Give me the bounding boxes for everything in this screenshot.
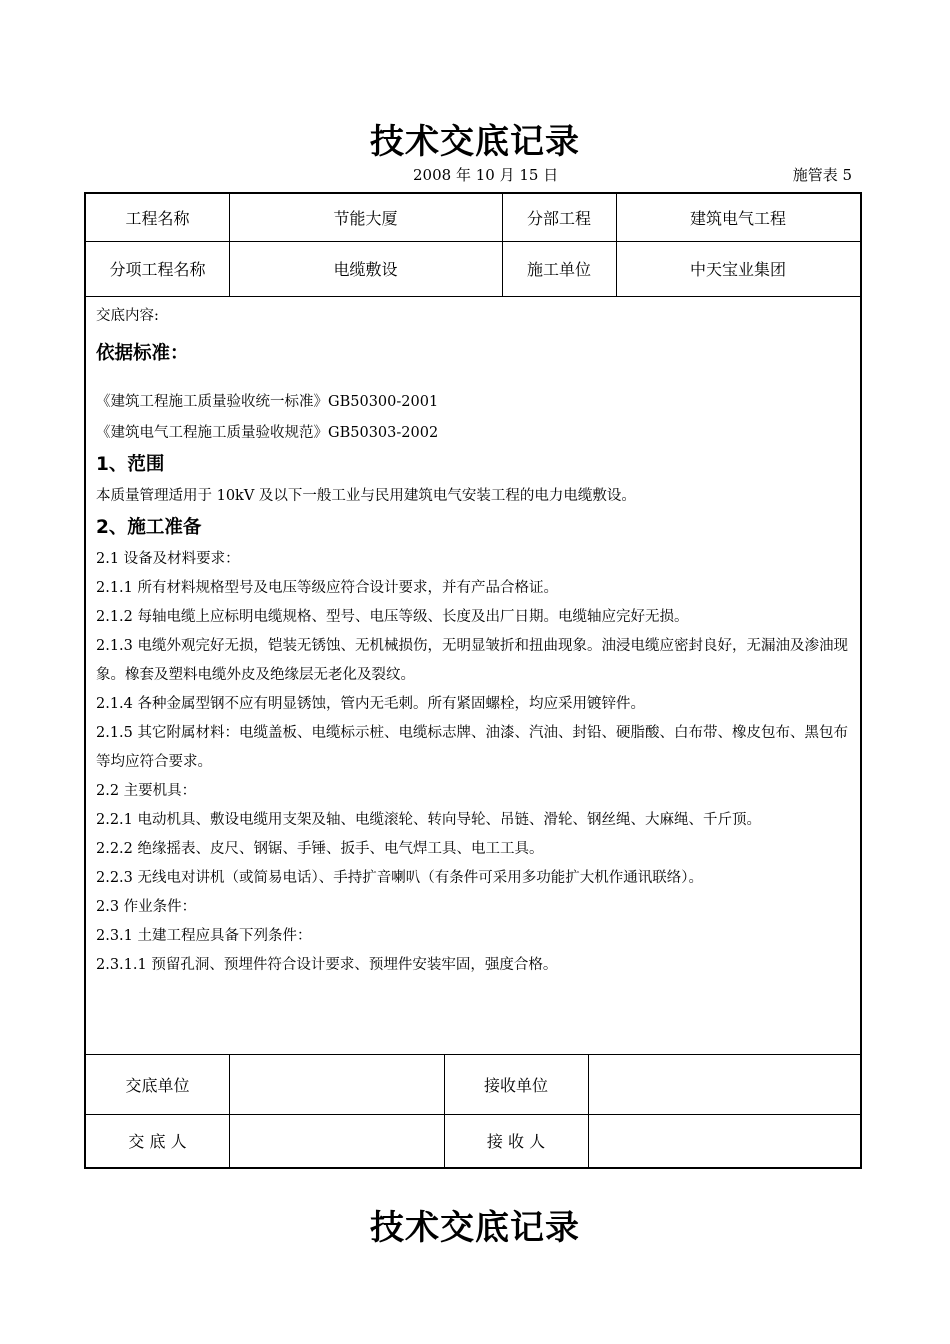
para-2-2-1: 2.2.1 电动机具、敷设电缆用支架及轴、电缆滚轮、转向导轮、吊链、滑轮、钢丝绳、大麻绳、千斤顶。 [96,812,761,828]
section-1-heading: 1、范围 [96,454,165,475]
para-2-3-1-1: 2.3.1.1 预留孔洞、预埋件符合设计要求、预埋件安装牢固，强度合格。 [96,957,558,973]
divider [86,296,860,297]
page-title: 技术交底记录 [370,122,580,162]
disclosure-content [96,302,851,980]
form-number: 施管表 5 [792,166,852,184]
receiver-unit-label: 接收单位 [483,1075,548,1095]
standard-2: 《建筑电气工程施工质量验收规范》GB50303-2002 [96,425,439,441]
standard-1: 《建筑工程施工质量验收统一标准》GB50300-2001 [96,394,439,410]
issuer-person-field[interactable] [229,1114,444,1167]
subitem-label: 分项工程名称 [109,260,206,279]
contractor-label: 施工单位 [526,260,591,279]
division-label: 分部工程 [526,209,591,228]
para-2-1-3: 2.1.3 电缆外观完好无损，铠装无锈蚀、无机械损伤，无明显皱折和扭曲现象。油浸电缆应密封良好，无漏油及渗油现象。橡套及塑料电缆外皮及绝缘层无老化及裂纹。 [96,638,848,683]
basis-heading: 依据标准： [96,343,189,364]
para-2-3: 2.3 作业条件： [96,899,197,915]
project-name-label: 工程名称 [125,209,190,228]
date: 2008 年 10 月 15 日 [413,166,559,184]
receiver-person-label: 接 收 人 [486,1132,546,1151]
receiver-person-field[interactable] [588,1114,860,1167]
para-2-2-2: 2.2.2 绝缘摇表、皮尺、钢锯、手锤、扳手、电气焊工具、电工工具。 [96,841,544,857]
para-2-3-1: 2.3.1 土建工程应具备下列条件： [96,928,312,944]
next-page-title: 技术交底记录 [370,1208,580,1248]
contractor-value: 中天宝业集团 [689,260,786,279]
issuer-unit-label: 交底单位 [125,1075,190,1095]
issuer-unit-field[interactable] [229,1054,444,1114]
project-name-value: 节能大厦 [333,209,398,228]
para-2-1-5: 2.1.5 其它附属材料：电缆盖板、电缆标示桩、电缆标志牌、油漆、汽油、封铅、硬脂酸、白布带、橡皮包布、黑包布等均应符合要求。 [96,725,848,770]
section-2-heading: 2、施工准备 [96,517,202,538]
para-2-2-3: 2.2.3 无线电对讲机（或简易电话）、手持扩音喇叭（有条件可采用多功能扩大机作通讯联络）。 [96,870,703,886]
para-2-1-1: 2.1.1 所有材料规格型号及电压等级应符合设计要求，并有产品合格证。 [96,580,559,596]
para-2-1-4: 2.1.4 各种金属型钢不应有明显锈蚀，管内无毛刺。所有紧固螺栓，均应采用镀锌件。 [96,696,646,712]
receiver-unit-field[interactable] [588,1054,860,1114]
para-2-1-2: 2.1.2 每轴电缆上应标明电缆规格、型号、电压等级、长度及出厂日期。电缆轴应完好无损。 [96,609,689,625]
para-2-2: 2.2 主要机具： [96,783,197,799]
para-2-1: 2.1 设备及材料要求： [96,551,240,567]
subitem-value: 电缆敷设 [333,260,398,279]
section-1-text: 本质量管理适用于 10kV 及以下一般工业与民用建筑电气安装工程的电力电缆敷设。 [96,488,636,504]
division-value: 建筑电气工程 [689,209,786,228]
content-intro: 交底内容: [96,308,159,324]
issuer-person-label: 交 底 人 [128,1132,187,1151]
record-table [84,192,862,1169]
